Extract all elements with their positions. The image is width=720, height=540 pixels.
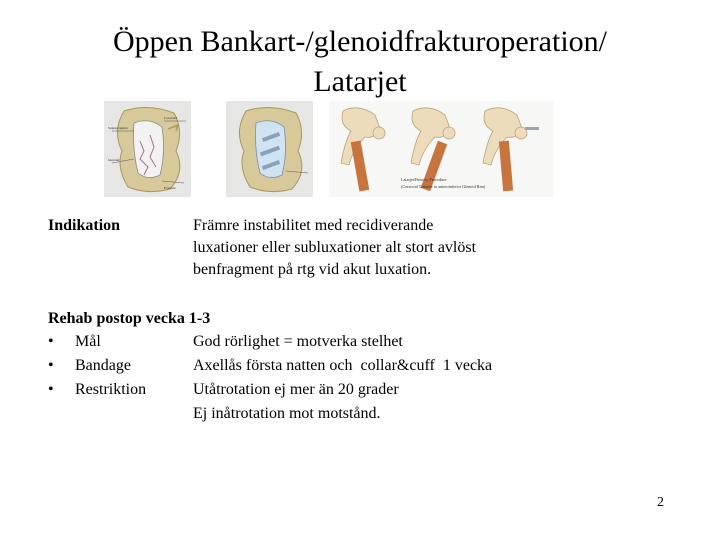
bullet: •	[48, 357, 54, 374]
rehab-item-label: Mål	[75, 333, 101, 350]
rehab-item-label: Restriktion	[75, 381, 147, 398]
fig1-label-3: Glenoid	[108, 158, 120, 162]
indikation-label: Indikation	[48, 217, 121, 234]
page-number: 2	[657, 495, 664, 510]
indikation-line-3: benfragment på rtg vid akut luxation.	[193, 261, 432, 278]
rehab-item-restriktion	[48, 379, 608, 401]
bullet: •	[48, 381, 54, 398]
fig1-label-1: Suprascapular	[108, 126, 128, 130]
glenoid-illustration-1	[104, 101, 191, 197]
slide-title-line-1: Öppen Bankart-/glenoidfrakturoperation/	[112, 25, 607, 58]
rehab-item-value: Axellås första natten och collar&cuff 1 vecka	[193, 357, 493, 374]
bullet: •	[48, 333, 54, 350]
fig3-caption-line-1: Latarjet/Bristow Procedure	[401, 177, 447, 182]
rehab-item-value: God rörlighet = motverka stelhet	[193, 333, 403, 350]
rehab-item-bandage	[48, 355, 608, 377]
indikation-line-2: luxationer eller subluxationer alt stort avlöst	[193, 239, 477, 256]
rehab-item-label: Bandage	[75, 357, 131, 374]
fig1-label-2: Coracoid	[164, 116, 177, 120]
latarjet-procedure-illustration	[329, 101, 554, 197]
rehab-item-mal	[48, 331, 608, 353]
rehab-heading: Rehab postop vecka 1-3	[48, 310, 211, 327]
fig1-label-4: Fracture	[164, 186, 176, 190]
fig3-caption-line-2: (Coracoid Transfer to anteroinferior Glenoid Rim)	[401, 184, 486, 189]
rehab-extra-line: Ej inåtrotation mot motstånd.	[193, 405, 381, 422]
rehab-item-value: Utåtrotation ej mer än 20 grader	[193, 381, 399, 398]
indikation-text	[193, 215, 533, 281]
slide-title-line-2: Latarjet	[313, 65, 407, 98]
slide-title	[60, 22, 660, 102]
indikation-line-1: Främre instabilitet med recidiverande	[193, 217, 434, 234]
glenoid-illustration-2	[226, 101, 313, 197]
